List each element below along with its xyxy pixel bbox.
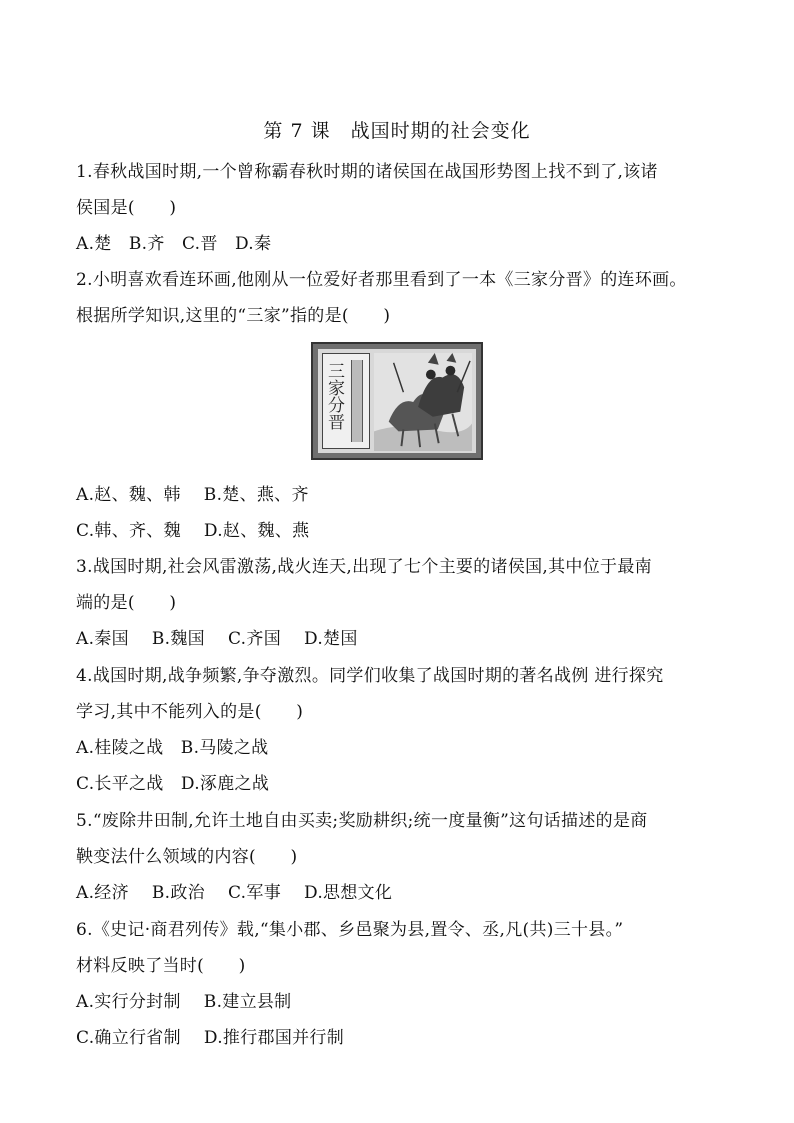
q5-options: A.经济 B.政治 C.军事 D.思想文化 [76,883,393,903]
q1-stem-line-1: 1.春秋战国时期,一个曾称霸春秋时期的诸侯国在战国形势图上找不到了,该诸 [76,162,658,182]
lesson-title: 第 7 课 战国时期的社会变化 [263,120,531,142]
q1-stem-line-2: 侯国是( ) [76,198,177,218]
q1-options: A.楚 B.齐 C.晋 D.秦 [76,234,272,254]
q3-options: A.秦国 B.魏国 C.齐国 D.楚国 [76,629,358,649]
q4-stem-line-1: 4.战国时期,战争频繁,争夺激烈。同学们收集了战国时期的著名战例 进行探究 [76,666,664,686]
q2-stem-line-1: 2.小明喜欢看连环画,他刚从一位爱好者那里看到了一本《三家分晋》的连环画。 [76,270,687,290]
q2-stem-line-2: 根据所学知识,这里的“三家”指的是( ) [76,306,391,326]
q6-options-line-1: A.实行分封制 B.建立县制 [76,992,292,1012]
q2-options-line-2: C.韩、齐、魏 D.赵、魏、燕 [76,521,310,541]
q6-stem-line-2: 材料反映了当时( ) [76,956,246,976]
q4-stem-line-2: 学习,其中不能列入的是( ) [76,702,304,722]
comic-book-cover-image [311,342,483,460]
q4-options-line-1: A.桂陵之战 B.马陵之战 [76,738,269,758]
horsemen-illustration [374,353,472,451]
q3-stem-line-1: 3.战国时期,社会风雷激荡,战火连天,出现了七个主要的诸侯国,其中位于最南 [76,557,652,577]
q2-options-line-1: A.赵、魏、韩 B.楚、燕、齐 [76,485,309,505]
q6-stem-line-1: 6.《史记·商君列传》载,“集小郡、乡邑聚为县,置令、丞,凡(共)三十县。” [76,920,624,940]
comic-decorative-stripe [351,360,363,442]
comic-title-panel [322,353,370,449]
q5-stem-line-1: 5.“废除井田制,允许土地自由买卖;奖励耕织;统一度量衡”这句话描述的是商 [76,811,648,831]
q3-stem-line-2: 端的是( ) [76,593,177,613]
q4-options-line-2: C.长平之战 D.涿鹿之战 [76,774,270,794]
comic-cover-title: 三家分晋 [324,362,344,430]
q5-stem-line-2: 鞅变法什么领域的内容( ) [76,847,298,867]
q6-options-line-2: C.确立行省制 D.推行郡国并行制 [76,1028,345,1048]
